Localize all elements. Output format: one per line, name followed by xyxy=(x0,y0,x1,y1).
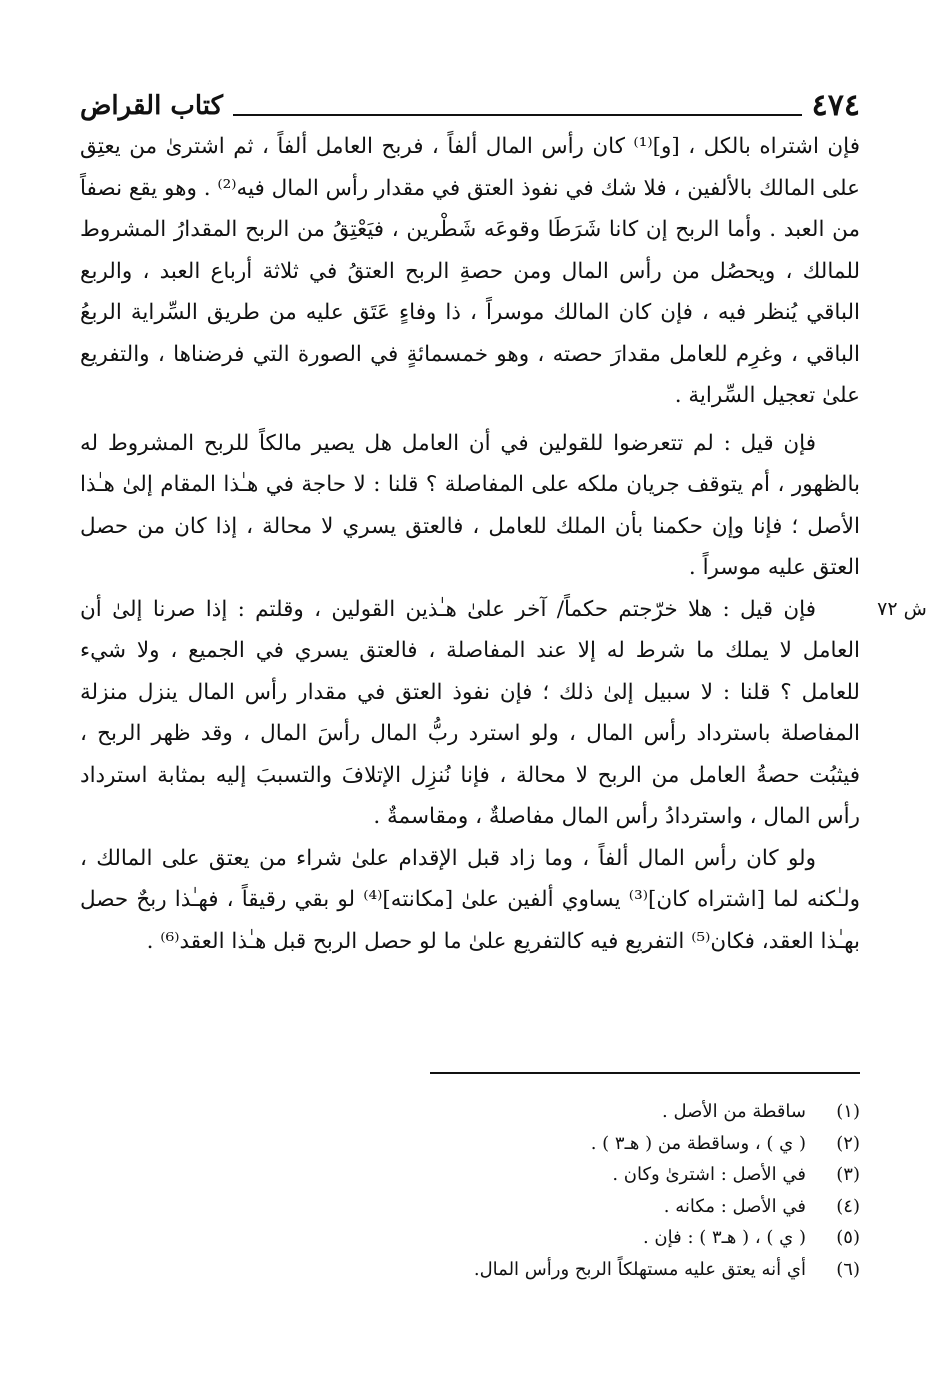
footnotes-list xyxy=(80,1096,860,1285)
footnote-text: في الأصل : مكانه . xyxy=(663,1195,806,1217)
running-title: كتاب القراض xyxy=(80,91,223,121)
footnote-separator xyxy=(430,1072,860,1074)
footnote-number: (٣) xyxy=(836,1164,860,1185)
footnote-text: أي أنه يعتق عليه مستهلكاً الربح ورأس المال. xyxy=(473,1258,806,1280)
footnote-text: ( ي ) ، وساقطة من ( هـ٣ ) . xyxy=(590,1132,806,1154)
footnote-item xyxy=(80,1191,860,1223)
footnote-item xyxy=(80,1128,860,1160)
footnote-item xyxy=(80,1222,860,1254)
footnote-text: ( ي ) ، ( هـ٣ ) : فإن . xyxy=(642,1227,806,1248)
paragraph-3-wrapper xyxy=(80,589,927,838)
paragraph-2: فإن قيل : لم تتعرضوا للقولين في أن العامل هل يصير مالكاً للربح المشروط له بالظهور ، أم يتوقف جريان ملكه على المفاصلة ؟ قلنا : لا حاجة في هـٰذا المقام إلىٰ هـٰذا الأصل ؛ فإنا وإن حكمنا بأن الملك للعامل ، فالعتق يسري لا محالة ، إذا كان من حصل العتق عليه موسراً . xyxy=(80,430,860,580)
footnote-item xyxy=(80,1159,860,1191)
footnote-item xyxy=(80,1254,860,1286)
footnote-number: (١) xyxy=(836,1101,860,1122)
footnote-number: (٤) xyxy=(836,1195,860,1217)
paragraph-4: ولو كان رأس المال ألفاً ، وما زاد قبل الإقدام علىٰ شراء من يعتق على المالك ، ولـٰكنه لما [اشتراه كان]⁽³⁾ يساوي ألفين علىٰ [مكانته]⁽⁴⁾ لو بقي رقيقاً ، فهـٰذا ربحٌ حصل بهـٰذا العقد، فكان⁽⁵⁾ التفريع فيه كالتفريع علىٰ ما لو حصل الربح قبل هـٰذا العقد⁽⁶⁾ . xyxy=(80,845,860,954)
page-header xyxy=(80,86,860,122)
footnote-number: (٢) xyxy=(836,1132,860,1154)
main-text xyxy=(80,126,927,962)
page-number: ٤٧٤ xyxy=(811,88,860,123)
header-rule xyxy=(233,114,802,116)
footnote-number: (٥) xyxy=(836,1227,860,1248)
margin-note: ش ٧٢ xyxy=(877,597,927,620)
footnote-item xyxy=(80,1096,860,1128)
footnote-text: ساقطة من الأصل . xyxy=(662,1101,806,1122)
paragraph-3: فإن قيل : هلا خرّجتم حكماً/ آخر علىٰ هـٰذين القولين ، وقلتم : إذا صرنا إلىٰ أن العامل لا يملك ما شرط له إلا عند المفاصلة ، فالعتق يسري في الجميع ، ولا شيء للعامل ؟ قلنا : لا سبيل إلىٰ ذلك ؛ فإن نفوذ العتق في مقدار رأس المال ينزل منزلة المفاصلة باسترداد رأس المال ، ولو استرد ربُّ المال رأسَ المال ، وقد ظهر الربح ، فيثبُت حصةُ العامل من الربح لا محالة ، فإنا نُنزِل الإتلافَ والتسببَ إليه بمثابة استرداد رأس المال ، واستردادُ رأس المال مفاصلةٌ ، ومقاسمةٌ . xyxy=(80,596,860,829)
footnote-text: في الأصل : اشترىٰ وكان . xyxy=(612,1164,806,1185)
paragraph-1: فإن اشتراه بالكل ، [و]⁽¹⁾ كان رأس المال ألفاً ، فربح العامل ألفاً ، ثم اشترىٰ من يعتِق على المالك بالألفين ، فلا شك في نفوذ العتق في مقدار رأس المال فيه⁽²⁾ . وهو يقع نصفاً من العبد . وأما الربح إن كانا شَرَطَا وقوعَه شَطْرين ، فيَعْتِقُ من الربح المقدارُ المشروط للمالك ، ويحصُل من رأس المال ومن حصةِ الربح العتقُ في ثلاثة أرباع العبد ، والربع الباقي يُنظر فيه ، فإن كان المالك موسراً ، ذا وفاءٍ عَتَق عليه من طريق السِّراية الربعُ الباقي ، وغرِم للعامل مقدارَ حصته ، وهو خمسمائةٍ في الصورة التي فرضناها ، والتفريع علىٰ تعجيل السِّراية . xyxy=(80,134,860,408)
footnote-number: (٦) xyxy=(836,1258,860,1280)
